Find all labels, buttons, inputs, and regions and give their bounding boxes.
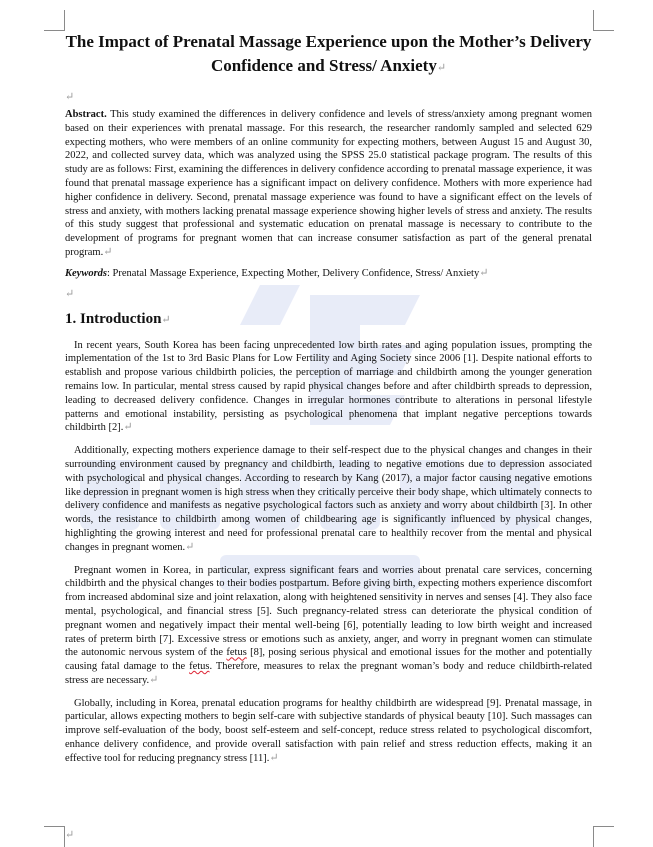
- section-heading-introduction: [65, 309, 592, 330]
- paragraph-mark: ↵: [149, 673, 159, 686]
- paragraph-mark: ↵: [161, 313, 171, 326]
- paragraph-text: Globally, including in Korea, prenatal education programs for healthy childbirth are widespread [9]. Prenatal massage, in particular, allows expecting mothers to begin self-care with subjective standards of physical beauty [10]. Such massages can improve self-evaluation of the body, boost self-esteem and self-concept, reduce stress related to psychological discomfort, enhance delivery confidence, and provide overall satisfaction with pain relief and stress reduction effects, making it an effective tool for reducing pregnancy stress [11].: [65, 697, 592, 764]
- paragraph-mark: ↵: [123, 421, 133, 434]
- paragraph-text: Additionally, expecting mothers experience damage to their self-respect due to the physical changes and changes in their surrounding environment caused by pregnancy and childbirth, leading to negative emotions due to depression associated with psychological and physical changes. According to research by Kang (2017), a major factor causing negative emotions like depression in pregnant women is high stress when they critically perceive their body shape, which ultimately connects to delivery confidence and manifests as negative psychological factors such as anxiety and worry about childbirth [3]. In other words, the resistance to childbirth among women of childbearing age is significantly influenced by physical changes, highlighting the growing interest and need for professional prenatal care to healthily recover from the mental and physical changes in pregnant women.: [65, 445, 592, 553]
- crop-mark-top-right: [593, 10, 614, 31]
- intro-paragraph-4: [65, 697, 592, 766]
- paragraph-mark: ↵: [65, 91, 75, 103]
- keywords-paragraph: [65, 267, 592, 281]
- paragraph-text: In recent years, South Korea has been facing unprecedented low birth rates and aging population issues, prompting the implementation of the 1st to 3rd Basic Plans for Low Fertility and Aging Society since 2006 [1]. Despite national efforts to establish and propose various childbirth policies, the perception of marriage and childbirth among the younger generation remains low. In particular, mental stress caused by rapid physical changes before and after childbirth spreads to depression, leading to decreased delivery confidence. Changes in irregular hormones contribute to alterations in personal lifestyle patterns and emotional instability, persisting as psychological phenomena that implant negative perceptions towards childbirth [2].: [65, 339, 592, 434]
- abstract-label: Abstract.: [65, 109, 107, 120]
- empty-paragraph: [65, 90, 592, 104]
- paragraph-mark: ↵: [185, 540, 195, 553]
- keywords-text: : Prenatal Massage Experience, Expecting Mother, Delivery Confidence, Stress/ Anxiety: [107, 267, 480, 279]
- document-body: [65, 30, 592, 766]
- paper-title: [65, 30, 592, 80]
- page-end-paragraph-mark: [65, 828, 74, 841]
- paragraph-text: [8], posing serious physical and emotional issues for the mother and potentially causing fatal damage to the: [65, 647, 592, 673]
- paragraph-text: Pregnant women in Korea, in particular, express significant fears and worries about prenatal care services, concerning childbirth and the physical changes to their bodies postpartum. Before giving birth, expecting mothers experience discomfort from increased abdominal size and joint relaxation, along with heightened sensitivity in nerves and senses [4]. They also face mental, psychological, and financial stress [5]. Such pregnancy-related stress can deteriorate the physical condition of pregnant women and negatively impact their mental well-being [6], potentially leading to low birth weight and increased rates of preterm birth [7]. Excessive stress or emotions such as anxiety, anger, and worry in pregnant women can stimulate the autonomic nervous system of the: [65, 564, 592, 659]
- crop-mark-bottom-left: [44, 826, 65, 847]
- paragraph-mark: ↵: [103, 245, 113, 258]
- section-heading-text: 1. Introduction: [65, 310, 162, 327]
- paragraph-mark: ↵: [269, 751, 279, 764]
- spellcheck-flagged-word[interactable]: fetus: [189, 661, 210, 673]
- keywords-label: Keywords: [65, 267, 107, 279]
- paper-title-text: The Impact of Prenatal Massage Experience upon the Mother’s Delivery Confidence and Stress/ Anxiety: [65, 32, 592, 75]
- crop-mark-top-left: [44, 10, 65, 31]
- intro-paragraph-2: [65, 444, 592, 554]
- paragraph-mark: ↵: [479, 266, 489, 279]
- abstract-paragraph: [65, 108, 592, 260]
- crop-mark-bottom-right: [593, 826, 614, 847]
- intro-paragraph-3: [65, 564, 592, 688]
- spellcheck-flagged-word[interactable]: fetus: [226, 647, 247, 659]
- empty-paragraph: [65, 287, 592, 301]
- intro-paragraph-1: [65, 339, 592, 436]
- paragraph-mark: ↵: [65, 829, 75, 841]
- paragraph-text: . Therefore, measures to relax the pregnant woman’s body and reduce childbirth-related stress are necessary.: [65, 661, 592, 686]
- paragraph-mark: ↵: [65, 287, 75, 300]
- paragraph-mark: ↵: [436, 62, 447, 74]
- abstract-text: This study examined the differences in delivery confidence and levels of stress/anxiety among pregnant women based on their experiences with prenatal massage. For this research, the researcher randomly sampled and selected 629 expecting mothers, who were members of an online community for expecting mothers, between August 15 and August 30, 2022, and collected survey data, which was analyzed using the SPSS 25.0 statistical package program. The results of this study are as follows: First, examining the differences in delivery confidence according to prenatal massage experience, it was found that prenatal massage experience has a significant impact on delivery confidence. Mothers with more experience had higher confidence in delivery. Second, prenatal massage experience was found to have a significant effect on the levels of stress and anxiety, with mothers lacking prenatal massage experience showing higher levels of stress and anxiety. The results of this study suggest that professional and systematic education on prenatal massage is necessary to contribute to the development of programs for pregnant women that can increase consumer satisfaction as part of the general prenatal program.: [65, 109, 592, 258]
